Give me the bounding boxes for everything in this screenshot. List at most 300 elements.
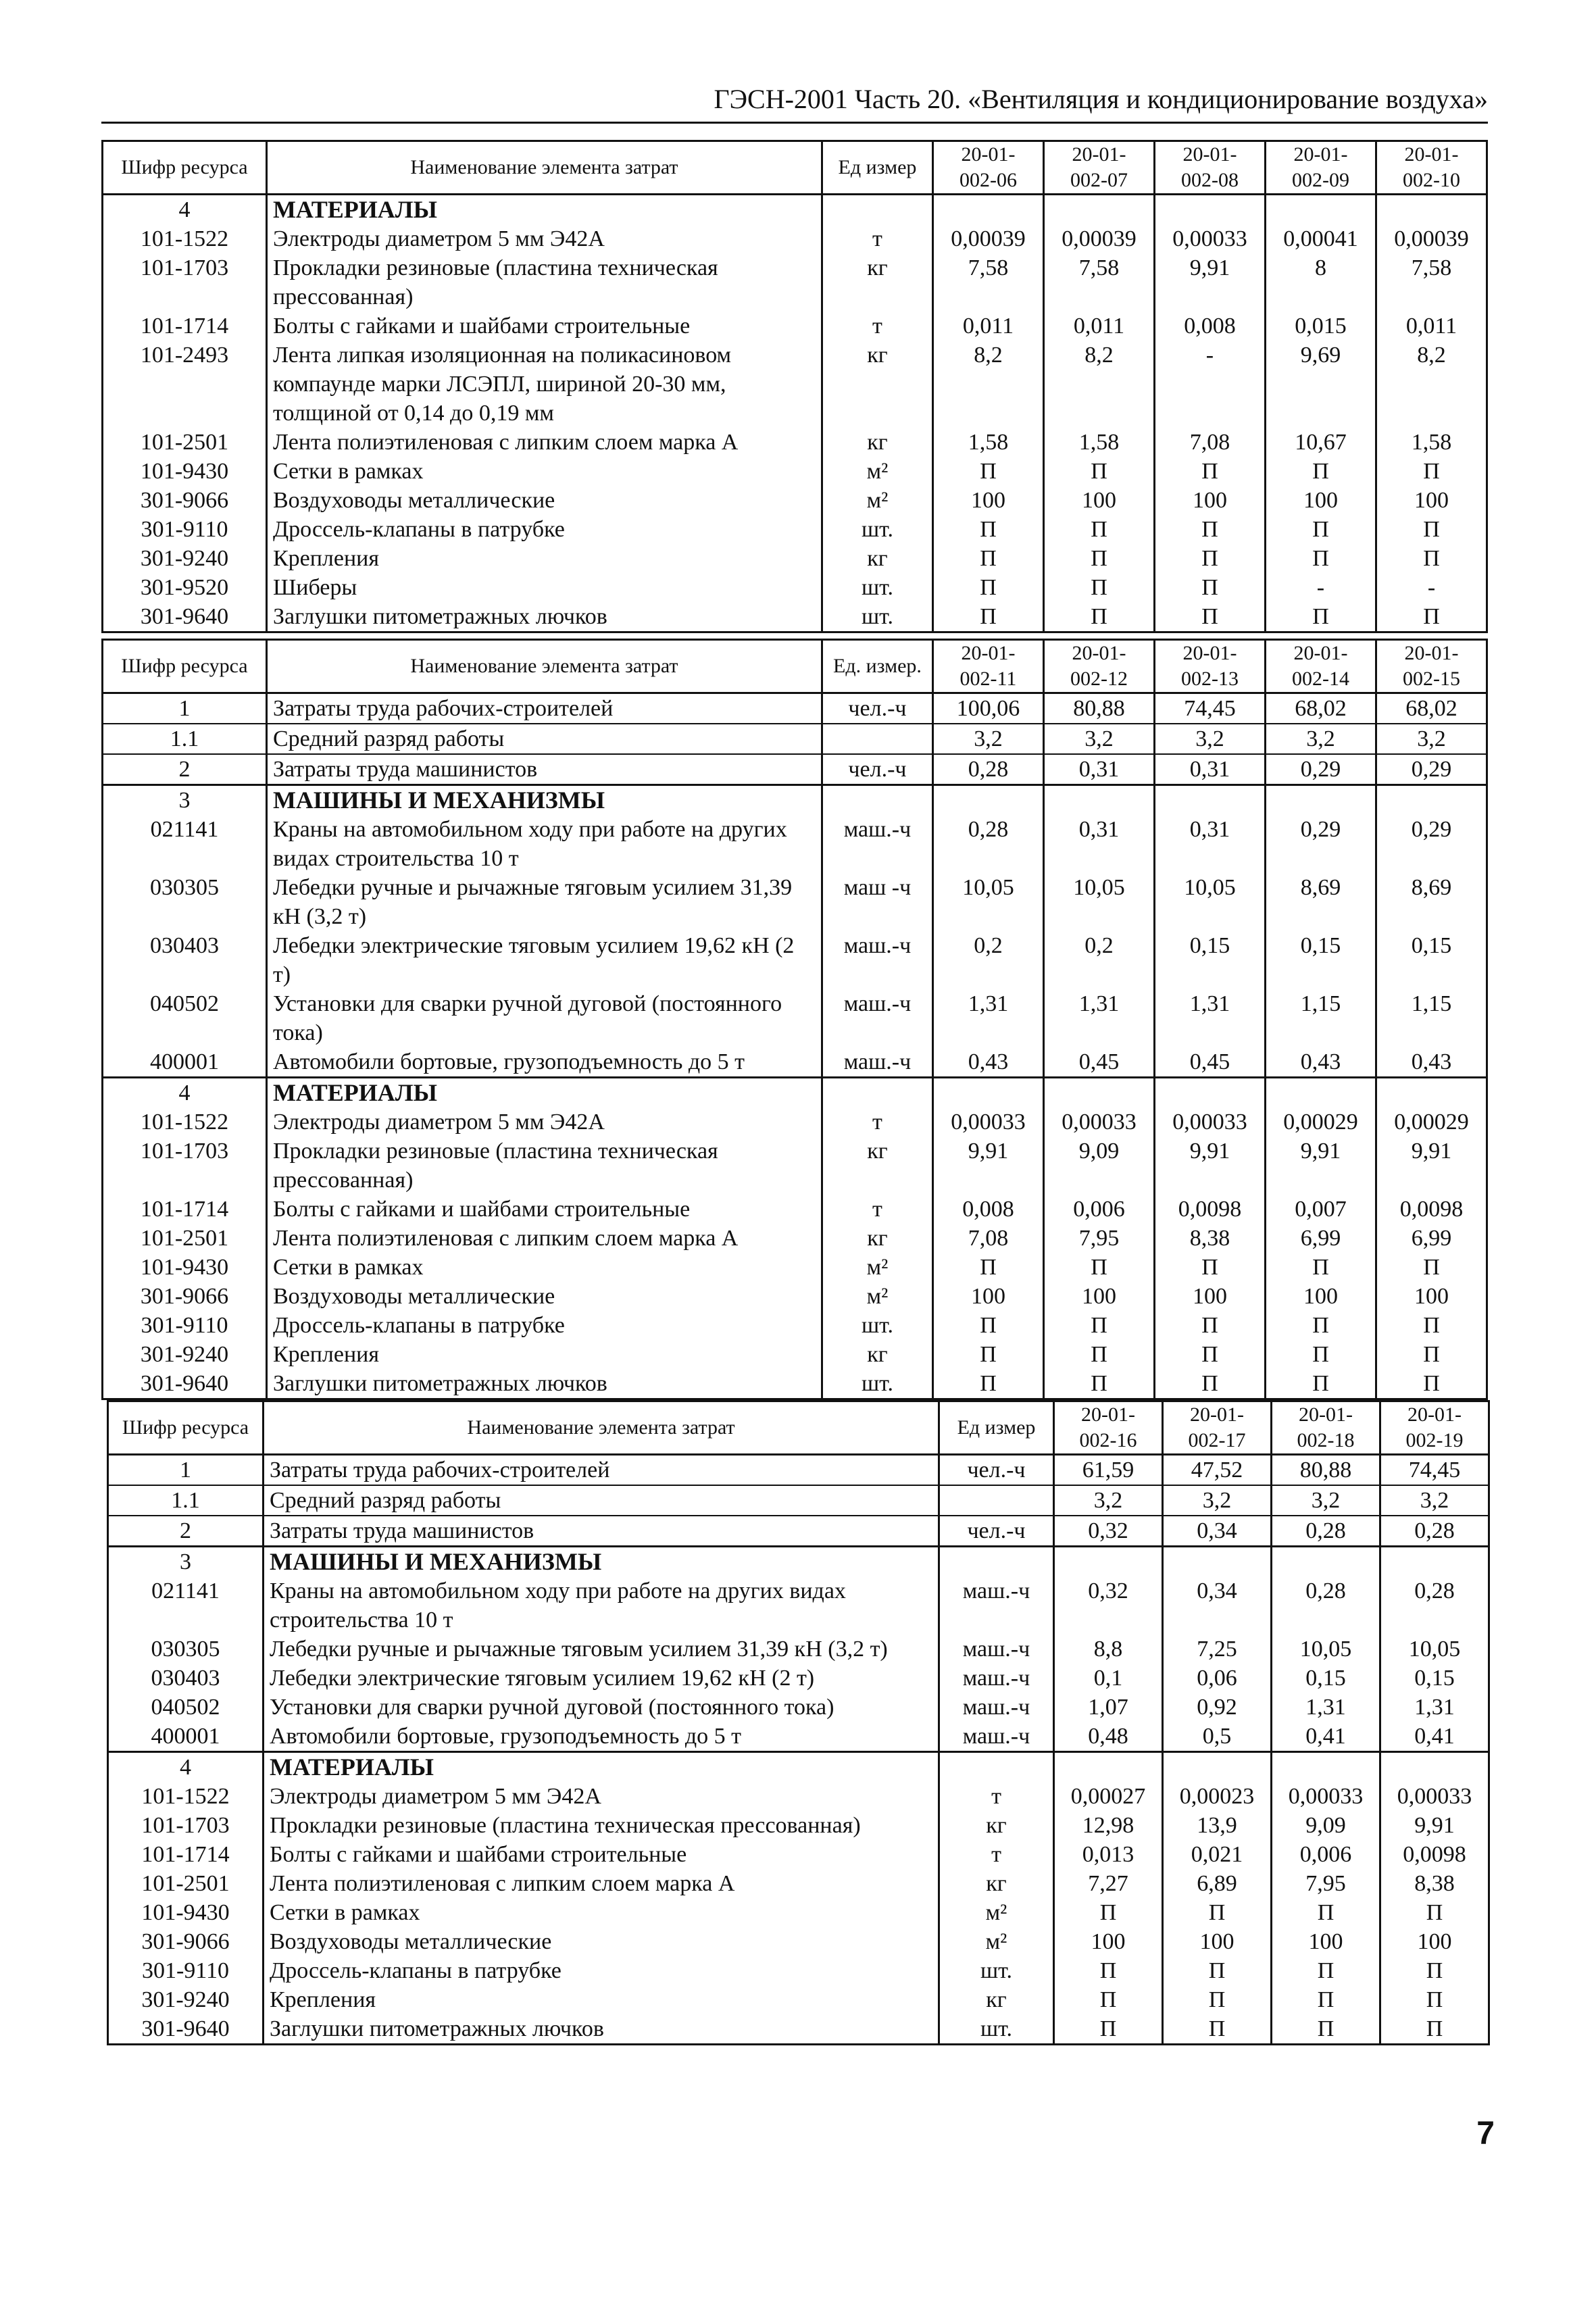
page-header-title: ГЭСН-2001 Часть 20. «Вентиляция и кондиционирование воздуха» <box>101 80 1488 124</box>
cost-element-name: Сетки в рамках <box>266 457 822 486</box>
norm-value: 0,28 <box>1380 1516 1489 1547</box>
norm-value: П <box>1265 544 1376 573</box>
norm-value: 0,0098 <box>1154 1195 1265 1224</box>
norm-value: П <box>1265 1369 1376 1399</box>
norm-value: 0,34 <box>1163 1516 1272 1547</box>
norm-value: 0,2 <box>1043 931 1154 989</box>
resource-code: 101-1703 <box>103 1137 267 1195</box>
norm-value: 0,008 <box>932 1195 1043 1224</box>
norm-value: 100 <box>1380 1927 1489 1956</box>
table-row <box>108 1664 1489 1693</box>
norm-value: П <box>1265 602 1376 632</box>
norm-value <box>1272 1547 1380 1577</box>
norm-value: 0,41 <box>1272 1722 1380 1752</box>
norm-value: 0,15 <box>1265 931 1376 989</box>
norm-value: 0,29 <box>1265 754 1376 785</box>
cost-element-name: Лебедки электрические тяговым усилием 19,62 кН (2 т) <box>266 931 822 989</box>
cost-element-name: Краны на автомобильном ходу при работе на других видах строительства 10 т <box>266 815 822 873</box>
table-row <box>103 253 1487 312</box>
unit-of-measure: маш.-ч <box>939 1722 1054 1752</box>
table-row <box>103 486 1487 515</box>
norm-value: П <box>1380 1956 1489 1985</box>
norm-value: 0,31 <box>1154 754 1265 785</box>
resource-code: 1.1 <box>108 1485 264 1516</box>
unit-of-measure: кг <box>939 1869 1054 1898</box>
unit-of-measure: м² <box>939 1898 1054 1927</box>
unit-of-measure: кг <box>822 544 932 573</box>
table-row <box>103 989 1487 1047</box>
norm-value: 47,52 <box>1163 1455 1272 1486</box>
norm-value: П <box>1054 1985 1163 2014</box>
table-row <box>103 754 1487 785</box>
norm-value: 0,29 <box>1376 754 1487 785</box>
norm-value: 8,2 <box>1376 341 1487 428</box>
unit-of-measure: т <box>822 1107 932 1137</box>
norm-value: 0,00039 <box>932 224 1043 253</box>
resource-code: 101-1714 <box>108 1840 264 1869</box>
norm-value: 0,28 <box>932 815 1043 873</box>
unit-of-measure: маш.-ч <box>822 989 932 1047</box>
norm-value: 0,32 <box>1054 1516 1163 1547</box>
header-unit: Ед измер <box>939 1401 1054 1455</box>
norm-value: П <box>932 602 1043 632</box>
table-row <box>103 1253 1487 1282</box>
cost-element-name: Установки для сварки ручной дуговой (постоянного тока) <box>264 1693 939 1722</box>
resource-code: 3 <box>108 1547 264 1577</box>
cost-element-name: Воздуховоды металлические <box>264 1927 939 1956</box>
norm-value: 3,2 <box>1272 1485 1380 1516</box>
unit-of-measure: маш.-ч <box>822 1047 932 1078</box>
cost-element-name: Автомобили бортовые, грузоподъемность до 5 т <box>266 1047 822 1078</box>
resource-code: 301-9110 <box>108 1956 264 1985</box>
norm-value: 3,2 <box>1054 1485 1163 1516</box>
resource-code: 2 <box>103 754 267 785</box>
norm-value: П <box>1043 1253 1154 1282</box>
norm-value: 100 <box>932 486 1043 515</box>
norm-value: 100 <box>1054 1927 1163 1956</box>
norm-value: 1,07 <box>1054 1693 1163 1722</box>
norm-value: 3,2 <box>1376 724 1487 754</box>
resource-code: 030305 <box>108 1635 264 1664</box>
cost-element-name: Крепления <box>266 1340 822 1369</box>
unit-of-measure: шт. <box>822 515 932 544</box>
norm-value: П <box>1154 1311 1265 1340</box>
resource-code: 101-2501 <box>103 428 267 457</box>
resource-code: 301-9240 <box>108 1985 264 2014</box>
resource-code: 101-9430 <box>103 457 267 486</box>
norm-value: П <box>1380 1985 1489 2014</box>
norm-value: 0,015 <box>1265 312 1376 341</box>
norm-value: 0,00039 <box>1376 224 1487 253</box>
cost-element-name: Лента полиэтиленовая с липким слоем марка А <box>266 1224 822 1253</box>
resource-code: 030403 <box>103 931 267 989</box>
norm-value: 100 <box>1043 1282 1154 1311</box>
unit-of-measure: т <box>822 1195 932 1224</box>
norm-value: 0,15 <box>1272 1664 1380 1693</box>
resource-code: 301-9066 <box>103 486 267 515</box>
norm-value <box>1043 1078 1154 1108</box>
resource-table-1 <box>101 140 1488 633</box>
resource-code: 301-9110 <box>103 1311 267 1340</box>
norm-value: 74,45 <box>1154 693 1265 724</box>
norm-value: 100 <box>1163 1927 1272 1956</box>
table-row <box>108 1898 1489 1927</box>
cost-element-name: Крепления <box>264 1985 939 2014</box>
table-row <box>108 1811 1489 1840</box>
norm-value <box>1380 1752 1489 1783</box>
norm-value: 10,05 <box>1043 873 1154 931</box>
table-row <box>103 515 1487 544</box>
header-unit: Ед измер <box>822 141 932 195</box>
norm-value: 3,2 <box>1380 1485 1489 1516</box>
unit-of-measure: маш.-ч <box>939 1693 1054 1722</box>
norm-value: - <box>1265 573 1376 602</box>
norm-value: 9,91 <box>1376 1137 1487 1195</box>
resource-code: 301-9640 <box>108 2014 264 2045</box>
norm-value: 0,92 <box>1163 1693 1272 1722</box>
norm-value: 0,00029 <box>1376 1107 1487 1137</box>
norm-value: 10,05 <box>1272 1635 1380 1664</box>
norm-value: П <box>1154 1369 1265 1399</box>
norm-value: 0,48 <box>1054 1722 1163 1752</box>
norm-value: 0,00039 <box>1043 224 1154 253</box>
norm-value: П <box>1272 1985 1380 2014</box>
norm-value: 0,021 <box>1163 1840 1272 1869</box>
resource-code: 301-9640 <box>103 1369 267 1399</box>
unit-of-measure: кг <box>822 253 932 312</box>
norm-value: 0,00033 <box>1272 1782 1380 1811</box>
norm-value <box>1043 785 1154 816</box>
norm-value: 0,011 <box>1376 312 1487 341</box>
norm-value: 0,011 <box>932 312 1043 341</box>
unit-of-measure: чел.-ч <box>822 693 932 724</box>
resource-code: 101-1522 <box>103 1107 267 1137</box>
resource-code: 030403 <box>108 1664 264 1693</box>
header-norm-code: 20-01- 002-13 <box>1154 640 1265 693</box>
norm-value: 6,99 <box>1376 1224 1487 1253</box>
norm-value: П <box>1272 1956 1380 1985</box>
resource-code: 1 <box>108 1455 264 1486</box>
unit-of-measure: чел.-ч <box>939 1455 1054 1486</box>
norm-value: П <box>1376 602 1487 632</box>
norm-value: 0,013 <box>1054 1840 1163 1869</box>
norm-value: 0,29 <box>1265 815 1376 873</box>
resource-code: 4 <box>103 1078 267 1108</box>
cost-element-name: Воздуховоды металлические <box>266 486 822 515</box>
resource-code: 101-2501 <box>108 1869 264 1898</box>
norm-value <box>932 785 1043 816</box>
resource-code: 101-9430 <box>108 1898 264 1927</box>
cost-element-name: Затраты труда рабочих-строителей <box>264 1455 939 1486</box>
norm-value: П <box>932 1369 1043 1399</box>
cost-element-name: Лебедки ручные и рычажные тяговым усилием 31,39 кН (3,2 т) <box>266 873 822 931</box>
norm-value: 13,9 <box>1163 1811 1272 1840</box>
norm-value: 6,99 <box>1265 1224 1376 1253</box>
table-row <box>108 1485 1489 1516</box>
norm-value: П <box>1376 457 1487 486</box>
norm-value <box>1265 195 1376 225</box>
header-norm-code: 20-01- 002-12 <box>1043 640 1154 693</box>
norm-value <box>932 1078 1043 1108</box>
cost-element-name: Лента полиэтиленовая с липким слоем марка А <box>266 428 822 457</box>
norm-value: П <box>1272 2014 1380 2045</box>
norm-value: 0,1 <box>1054 1664 1163 1693</box>
resource-code: 301-9640 <box>103 602 267 632</box>
resource-code: 030305 <box>103 873 267 931</box>
table-row <box>103 1369 1487 1399</box>
norm-value <box>1154 1078 1265 1108</box>
cost-element-name: Электроды диаметром 5 мм Э42А <box>266 224 822 253</box>
cost-element-name: Средний разряд работы <box>266 724 822 754</box>
header-norm-code: 20-01- 002-06 <box>932 141 1043 195</box>
norm-value <box>1163 1752 1272 1783</box>
norm-value: П <box>932 1253 1043 1282</box>
header-unit: Ед. измер. <box>822 640 932 693</box>
table-header-row <box>103 141 1487 195</box>
unit-of-measure: шт. <box>822 1369 932 1399</box>
resource-code: 3 <box>103 785 267 816</box>
norm-value: 1,58 <box>932 428 1043 457</box>
table-row <box>103 873 1487 931</box>
norm-value: 100 <box>1376 1282 1487 1311</box>
norm-value: 9,91 <box>932 1137 1043 1195</box>
norm-value: 0,00033 <box>1154 224 1265 253</box>
norm-value: П <box>1154 602 1265 632</box>
cost-element-name: Средний разряд работы <box>264 1485 939 1516</box>
cost-element-name: Прокладки резиновые (пластина техническая прессованная) <box>264 1811 939 1840</box>
norm-value: 6,89 <box>1163 1869 1272 1898</box>
norm-value: 0,06 <box>1163 1664 1272 1693</box>
norm-value: 0,00023 <box>1163 1782 1272 1811</box>
norm-value: 0,007 <box>1265 1195 1376 1224</box>
norm-value: П <box>1376 515 1487 544</box>
unit-of-measure <box>939 1547 1054 1577</box>
norm-value: 8,38 <box>1380 1869 1489 1898</box>
norm-value: П <box>1043 544 1154 573</box>
resource-code: 301-9066 <box>103 1282 267 1311</box>
norm-value: 1,31 <box>1043 989 1154 1047</box>
table-row <box>103 693 1487 724</box>
resource-code: 301-9240 <box>103 544 267 573</box>
table-row <box>108 1722 1489 1752</box>
norm-value: 100 <box>1265 1282 1376 1311</box>
table-row <box>103 1311 1487 1340</box>
unit-of-measure: м² <box>822 457 932 486</box>
table-row <box>103 724 1487 754</box>
table-row <box>108 1693 1489 1722</box>
resource-code: 301-9066 <box>108 1927 264 1956</box>
norm-value: 1,31 <box>1380 1693 1489 1722</box>
norm-value: 0,28 <box>1272 1576 1380 1635</box>
table-header-row <box>108 1401 1489 1455</box>
norm-value: 0,00033 <box>932 1107 1043 1137</box>
norm-value: 0,00041 <box>1265 224 1376 253</box>
cost-element-name: Дроссель-клапаны в патрубке <box>266 515 822 544</box>
norm-value: П <box>1265 1311 1376 1340</box>
table-row <box>108 1956 1489 1985</box>
unit-of-measure: шт. <box>939 2014 1054 2045</box>
norm-value: 80,88 <box>1272 1455 1380 1486</box>
header-name: Наименование элемента затрат <box>264 1401 939 1455</box>
page-number: 7 <box>1476 2116 1495 2151</box>
norm-value: 1,58 <box>1376 428 1487 457</box>
norm-value: П <box>932 1340 1043 1369</box>
norm-value: 3,2 <box>1163 1485 1272 1516</box>
cost-element-name: Дроссель-клапаны в патрубке <box>264 1956 939 1985</box>
norm-value: 0,28 <box>1380 1576 1489 1635</box>
unit-of-measure: маш.-ч <box>939 1576 1054 1635</box>
norm-value: 0,43 <box>1265 1047 1376 1078</box>
resource-code: 021141 <box>103 815 267 873</box>
norm-value: 8,8 <box>1054 1635 1163 1664</box>
norm-value: П <box>1154 515 1265 544</box>
norm-value <box>1043 195 1154 225</box>
norm-value: 1,15 <box>1376 989 1487 1047</box>
norm-value: 1,58 <box>1043 428 1154 457</box>
cost-element-name: Сетки в рамках <box>266 1253 822 1282</box>
norm-value: 3,2 <box>1043 724 1154 754</box>
cost-element-name: Прокладки резиновые (пластина техническая прессованная) <box>266 253 822 312</box>
norm-value: 7,95 <box>1043 1224 1154 1253</box>
norm-value: П <box>1163 1985 1272 2014</box>
resource-code: 2 <box>108 1516 264 1547</box>
unit-of-measure: кг <box>939 1811 1054 1840</box>
cost-element-name: Заглушки питометражных лючков <box>266 1369 822 1399</box>
norm-value: 9,91 <box>1265 1137 1376 1195</box>
norm-value: П <box>932 457 1043 486</box>
cost-element-name: Болты с гайками и шайбами строительные <box>266 312 822 341</box>
table-row <box>108 1869 1489 1898</box>
table-row <box>103 312 1487 341</box>
resource-code: 040502 <box>108 1693 264 1722</box>
table-row <box>103 1195 1487 1224</box>
unit-of-measure: шт. <box>822 1311 932 1340</box>
norm-value: 7,08 <box>1154 428 1265 457</box>
norm-value: 0,43 <box>932 1047 1043 1078</box>
norm-value: 0,34 <box>1163 1576 1272 1635</box>
norm-value: - <box>1154 341 1265 428</box>
norm-value <box>932 195 1043 225</box>
norm-value: 0,2 <box>932 931 1043 989</box>
table-row <box>103 1340 1487 1369</box>
cost-element-name: МАШИНЫ И МЕХАНИЗМЫ <box>266 785 822 816</box>
norm-value: 0,31 <box>1043 815 1154 873</box>
norm-value: П <box>1163 1898 1272 1927</box>
norm-value: - <box>1376 573 1487 602</box>
norm-value <box>1272 1752 1380 1783</box>
norm-value: 0,00027 <box>1054 1782 1163 1811</box>
norm-value: П <box>1154 457 1265 486</box>
unit-of-measure: кг <box>939 1985 1054 2014</box>
norm-value: 0,006 <box>1272 1840 1380 1869</box>
norm-value: 0,008 <box>1154 312 1265 341</box>
unit-of-measure: м² <box>939 1927 1054 1956</box>
norm-value: 0,15 <box>1380 1664 1489 1693</box>
cost-element-name: Лебедки электрические тяговым усилием 19,62 кН (2 т) <box>264 1664 939 1693</box>
norm-value: 10,67 <box>1265 428 1376 457</box>
header-norm-code: 20-01- 002-16 <box>1054 1401 1163 1455</box>
header-norm-code: 20-01- 002-10 <box>1376 141 1487 195</box>
norm-value: 8,2 <box>932 341 1043 428</box>
resource-code: 101-9430 <box>103 1253 267 1282</box>
cost-element-name: Автомобили бортовые, грузоподъемность до 5 т <box>264 1722 939 1752</box>
header-norm-code: 20-01- 002-14 <box>1265 640 1376 693</box>
table-row <box>103 1107 1487 1137</box>
unit-of-measure: кг <box>822 428 932 457</box>
norm-value: 8,69 <box>1265 873 1376 931</box>
norm-value: П <box>1154 1253 1265 1282</box>
norm-value: 3,2 <box>932 724 1043 754</box>
table-row <box>108 1576 1489 1635</box>
unit-of-measure: т <box>939 1782 1054 1811</box>
norm-value: П <box>1154 573 1265 602</box>
norm-value: П <box>1054 2014 1163 2045</box>
unit-of-measure: т <box>822 312 932 341</box>
resource-code: 1.1 <box>103 724 267 754</box>
norm-value: 0,45 <box>1043 1047 1154 1078</box>
norm-value: 0,28 <box>932 754 1043 785</box>
norm-value: П <box>932 1311 1043 1340</box>
resource-code: 400001 <box>108 1722 264 1752</box>
norm-value: 0,00033 <box>1154 1107 1265 1137</box>
resource-code: 101-1522 <box>103 224 267 253</box>
cost-element-name: Прокладки резиновые (пластина техническая прессованная) <box>266 1137 822 1195</box>
table-row <box>103 1137 1487 1195</box>
norm-value: 100 <box>1154 1282 1265 1311</box>
norm-value: 100 <box>1376 486 1487 515</box>
section-row <box>108 1752 1489 1783</box>
norm-value: П <box>1043 1369 1154 1399</box>
unit-of-measure <box>822 785 932 816</box>
cost-element-name: МАТЕРИАЛЫ <box>264 1752 939 1783</box>
table-row <box>103 457 1487 486</box>
table-row <box>103 931 1487 989</box>
norm-value: П <box>932 573 1043 602</box>
cost-element-name: Лебедки ручные и рычажные тяговым усилием 31,39 кН (3,2 т) <box>264 1635 939 1664</box>
norm-value: П <box>1043 515 1154 544</box>
cost-element-name: Электроды диаметром 5 мм Э42А <box>264 1782 939 1811</box>
unit-of-measure: маш.-ч <box>822 931 932 989</box>
cost-element-name: Заглушки питометражных лючков <box>264 2014 939 2045</box>
header-norm-code: 20-01- 002-11 <box>932 640 1043 693</box>
unit-of-measure <box>822 195 932 225</box>
norm-value: 0,0098 <box>1376 1195 1487 1224</box>
unit-of-measure: м² <box>822 1253 932 1282</box>
section-row <box>108 1547 1489 1577</box>
norm-value <box>1054 1752 1163 1783</box>
resource-code: 021141 <box>108 1576 264 1635</box>
norm-value <box>1054 1547 1163 1577</box>
table-header-row <box>103 640 1487 693</box>
unit-of-measure: кг <box>822 1340 932 1369</box>
table-row <box>108 1782 1489 1811</box>
header-code: Шифр ресурса <box>103 141 267 195</box>
norm-value: П <box>1380 1898 1489 1927</box>
table-row <box>103 224 1487 253</box>
norm-value: 0,43 <box>1376 1047 1487 1078</box>
resource-code: 101-1703 <box>103 253 267 312</box>
norm-value: 8,2 <box>1043 341 1154 428</box>
norm-value: 0,00033 <box>1043 1107 1154 1137</box>
norm-value: 1,15 <box>1265 989 1376 1047</box>
norm-value: П <box>1265 457 1376 486</box>
norm-value: П <box>1163 2014 1272 2045</box>
unit-of-measure: маш.-ч <box>822 815 932 873</box>
table-row <box>108 2014 1489 2045</box>
unit-of-measure: шт. <box>822 602 932 632</box>
cost-element-name: Дроссель-клапаны в патрубке <box>266 1311 822 1340</box>
norm-value: 100 <box>1265 486 1376 515</box>
